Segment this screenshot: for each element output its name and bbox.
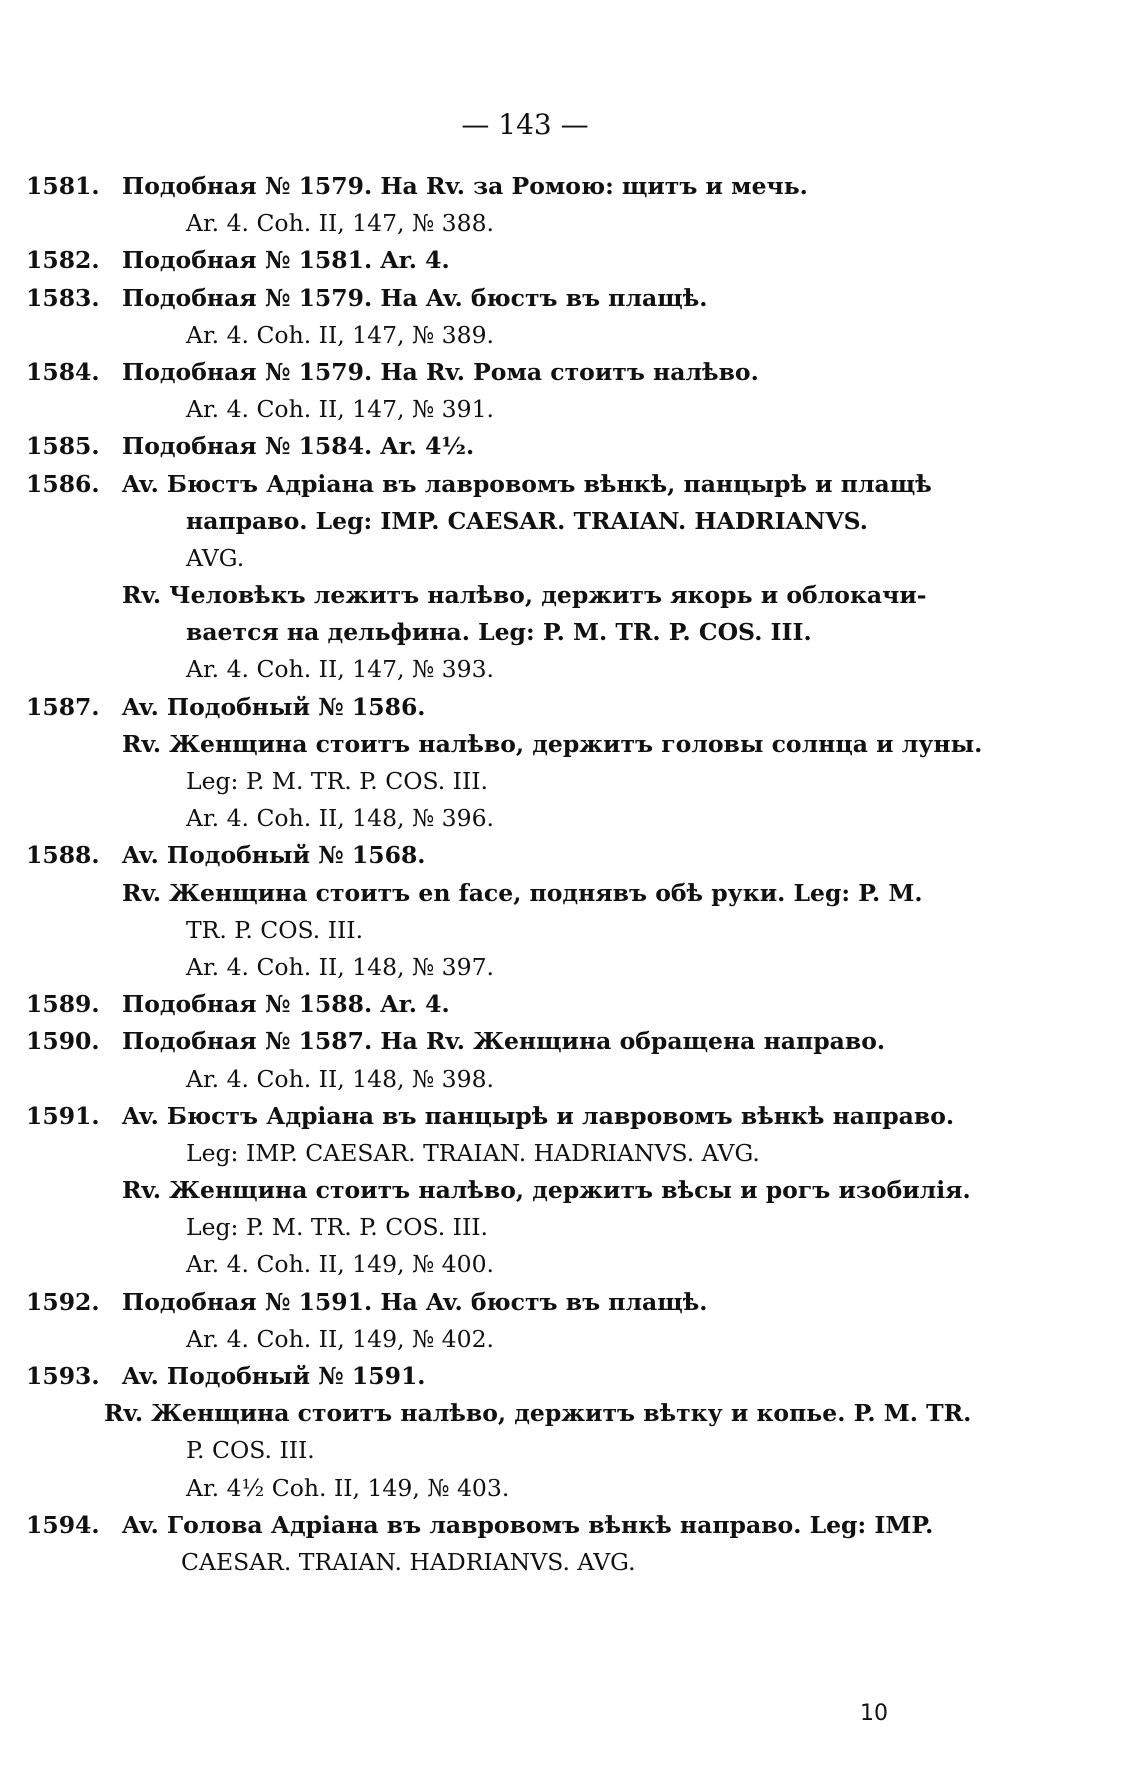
entry-1581 (26, 168, 986, 242)
entry-line: Av. Подобный № 1568. (122, 841, 426, 870)
entry-line: Av. Голова Адріана въ лавровомъ вѣнкѣ направо. Leg: IMP. (122, 1510, 934, 1539)
catalog-entries (26, 168, 986, 1581)
entry-number: 1584. (26, 357, 100, 386)
entry-1584 (26, 354, 986, 428)
entry-line: Ar. 4. Coh. II, 147, № 389. (186, 320, 494, 349)
entry-1583 (26, 280, 986, 354)
entry-line: Ar. 4. Coh. II, 149, № 402. (186, 1324, 494, 1353)
entry-line: Rv. Женщина стоитъ налѣво, держитъ головы солнца и луны. (122, 729, 983, 758)
entry-line: Av. Бюстъ Адріана въ панцырѣ и лавровомъ вѣнкѣ направо. (122, 1101, 955, 1130)
entry-number: 1590. (26, 1027, 100, 1056)
entry-number: 1585. (26, 432, 100, 461)
entry-1592 (26, 1284, 986, 1358)
entry-1593 (26, 1358, 986, 1507)
entry-line: Ar. 4. Coh. II, 147, № 388. (186, 209, 494, 238)
entry-line: Подобная № 1579. На Rv. Рома стоитъ налѣво. (122, 357, 759, 386)
entry-number: 1592. (26, 1287, 100, 1316)
entry-line: Av. Подобный № 1586. (122, 692, 426, 721)
entry-line: Leg: P. M. TR. P. COS. III. (186, 767, 489, 795)
entry-1586 (26, 466, 986, 689)
entry-number: 1581. (26, 172, 100, 200)
entry-1585 (26, 428, 986, 465)
entry-line: Ar. 4. Coh. II, 147, № 393. (186, 655, 494, 684)
entry-1589 (26, 986, 986, 1023)
entry-number: 1586. (26, 469, 100, 498)
page-number: — 143 — (461, 108, 589, 141)
entry-number: 1589. (26, 990, 100, 1019)
entry-line: AVG. (186, 543, 245, 572)
signature-mark: 10 (860, 1701, 888, 1726)
entry-line: Ar. 4. Coh. II, 148, № 396. (186, 804, 494, 833)
entry-line: Подобная № 1591. На Av. бюстъ въ плащѣ. (122, 1287, 708, 1316)
entry-line: вается на дельфина. Leg: P. M. TR. P. COS. III. (186, 618, 812, 647)
entry-1590 (26, 1023, 986, 1097)
entry-line: TR. P. COS. III. (186, 915, 364, 944)
entry-line: Подобная № 1579. На Av. бюстъ въ плащѣ. (122, 283, 708, 312)
entry-line: Ar. 4½ Coh. II, 149, № 403. (186, 1473, 510, 1502)
entry-line: Ar. 4. Coh. II, 148, № 398. (186, 1064, 494, 1093)
entry-line: Подобная № 1587. На Rv. Женщина обращена направо. (122, 1027, 886, 1056)
entry-line: направо. Leg: IMP. CAESAR. TRAIAN. HADRIANVS. (186, 506, 868, 535)
entry-line: Подобная № 1588. Ar. 4. (122, 990, 450, 1019)
entry-line: Leg: IMP. CAESAR. TRAIAN. HADRIANVS. AVG. (186, 1138, 760, 1167)
entry-1582 (26, 242, 986, 279)
entry-number: 1588. (26, 841, 100, 870)
entry-line: Ar. 4. Coh. II, 148, № 397. (186, 952, 494, 981)
entry-line: Av. Бюстъ Адріана въ лавровомъ вѣнкѣ, панцырѣ и плащѣ (122, 469, 932, 498)
entry-line: Rv. Женщина стоитъ налѣво, держитъ вѣтку и копье. P. M. TR. (104, 1399, 972, 1428)
entry-line: Ar. 4. Coh. II, 149, № 400. (186, 1250, 494, 1279)
entry-number: 1591. (26, 1101, 100, 1130)
entry-line: Подобная № 1579. На Rv. за Ромою: щитъ и мечь. (122, 172, 808, 200)
entry-line: Rv. Женщина стоитъ en face, поднявъ обѣ руки. Leg: P. M. (122, 878, 923, 907)
entry-line: Av. Подобный № 1591. (122, 1362, 426, 1390)
entry-line: Rv. Женщина стоитъ налѣво, держитъ вѣсы и рогъ изобилія. (122, 1176, 971, 1205)
entry-number: 1583. (26, 283, 100, 312)
entry-1591 (26, 1098, 986, 1284)
entry-number: 1582. (26, 246, 100, 275)
entry-number: 1594. (26, 1510, 100, 1539)
entry-line: Подобная № 1584. Ar. 4½. (122, 432, 475, 461)
entry-1588 (26, 837, 986, 986)
entry-line: Подобная № 1581. Ar. 4. (122, 246, 450, 275)
entry-line: CAESAR. TRAIAN. HADRIANVS. AVG. (181, 1547, 636, 1576)
entry-line: Rv. Человѣкъ лежитъ налѣво, держитъ якорь и облокачи- (122, 581, 927, 610)
entry-line: Ar. 4. Coh. II, 147, № 391. (186, 395, 494, 424)
entry-line: Leg: P. M. TR. P. COS. III. (186, 1213, 489, 1242)
entry-1587 (26, 689, 986, 838)
entry-number: 1587. (26, 692, 100, 721)
entry-1594 (26, 1507, 986, 1581)
entry-line: P. COS. III. (186, 1436, 315, 1465)
entry-number: 1593. (26, 1362, 100, 1390)
